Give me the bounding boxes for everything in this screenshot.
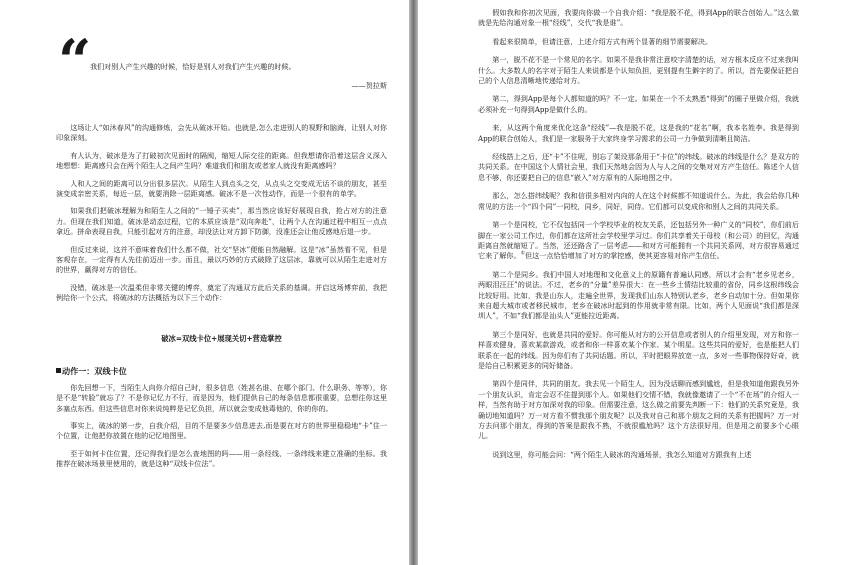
book-gutter	[409, 0, 418, 565]
right-page	[418, 0, 843, 565]
formula: 破冰=双线卡位+展现关切+营造掌控	[161, 333, 282, 343]
paragraph: 来，从这两个角度来优化这条“经线”—我是脱不花，这是我的“花名”啊，我本名姓李。我是得到App的联合创始人，我们是一家服务于大家终身学习需求的公司一力争做到清晰且简洁。	[478, 123, 799, 143]
epigraph-text: 我们对别人产生兴趣的时候，恰好是别人对我们产生兴趣的时候。	[90, 62, 296, 71]
paragraph: 至于如何卡住位置，还记得我们是怎么查地图的吗——用一条经线、一条纬线来建立准确的坐标。我推荐在破冰场景里使用的，就是这种“双线卡位法”。	[56, 448, 387, 469]
paragraph: 这场让人“如沐春风”的沟通修炼，会先从破冰开始。也就是,怎么走进别人的视野和脑海，让别人对你印象深刻。	[56, 123, 387, 143]
paragraph: 如果我们把破冰理解为和陌生人之间的“一锤子买卖”，那当然应该好好展现自我，抢占对方的注意力。但现在我们知道，破冰是动态过程，它的本质应该是“双向奔赴”，让两个人在沟通过程中相互一点点拿近。拼命表现自我，只能引起对方的注意，却没法让对方卸下防御，没准还会让他反感地后退一步。	[56, 206, 387, 237]
paragraph: 看起来很简单，但请注意，上述介绍方式有两个显著的细节需要解决。	[492, 36, 713, 46]
paragraph: 第四个是同伴，共同的朋友。我去见一个陌生人，因为没话聊而感到尴尬，但是我知道他跟我另外一个朋友认识，肯定会忍不住提到那个人。如果他们交情不错，我就像邀请了一个“不在场”的介绍人一样，当然有助于对方加深对我的印象。但需要注意，这么做之前要先判断一下：他们的关系究竟是，我确切地知道吗？万一对方看不惯我那个朋友呢？以及我对自己和那个朋友之间的关系有把握吗？万一对方去问那个朋友，得到的答案是跟我不熟，不就很尴尬吗？这个方法很好用，但是用之前要多个心眼儿。	[478, 379, 799, 441]
paragraph: 事实上，破冰的第一步，自我介绍，目的不是要多少信息进去,而是要在对方的世界里稳稳地“卡”住一个位置，让他把你放置在他的记忆地图里。	[56, 420, 387, 441]
paragraph: 没错，破冰是一次温柔但非常关键的博弈，奠定了沟通双方此后关系的基调。并启这场博弈前，我把例给你一个公式，将破冰的方法概括为以下三个动作：	[56, 282, 387, 303]
paragraph-with-footnote	[478, 220, 799, 262]
paragraph: 经线搭上之后，还“卡”不住呢，别忘了架设那条用于“卡位”的纬线。破冰的纬线是什么？是双方的共同关系。在中国这个人情社会里，我们天然地会因为人与人之间的交集对对方产生信任。陈述个人信息不够，你还要把自己的信息“嵌入”对方原有的人际地图之中。	[478, 152, 799, 182]
paragraph: 第一，脱不花不是一个常见的名字。如果不是我非常注意咬字清楚的话，对方根本反应不过来我叫什么。大多数人的名字对于陌生人来说都是个认知负担，更别提有生僻字的了。所以，首先要保证把自己的个人信息清晰地传递给对方。	[478, 55, 799, 86]
paragraph: 第三个是同好，也就是共同的爱好。你可能从对方的公开信息或者别人的介绍里发现，对方和你一样喜欢健身，喜欢某款游戏，或者和你一样喜欢某个作家、某个明星。这些共同的爱好，也是能把人们联系在一起的纬线。因为你们有了共同话题。所以，平时把眼界放宽一点，多对一些事物保持好奇，就是给自己积累更多的同好储备。	[478, 329, 799, 370]
quote-mark-icon: “	[58, 27, 86, 95]
square-bullet-icon	[56, 368, 61, 373]
paragraph: 你先回想一下，当陌生人向你介绍自己时，很多信息（姓甚名谁、在哪个部门、什么职务、等等），你是不是“转脸”就忘了？不是你记忆力不行，而是因为，他们提供自己的每条信息都很重要，总想往你这里多塞点东西。但这些信息对你来说纯粹是记忆负担，所以就会变成他毒他的，你的你的。	[56, 382, 387, 413]
epigraph-author: ——贺拉斯	[351, 81, 387, 90]
paragraph: 第二，得到App是每个人都知道的吗？不一定。如果在一个不太熟悉“得到”的圈子里做介绍，我就必须补充一句得到App是做什么的。	[478, 94, 799, 114]
paragraph: 但反过来说，这并不意味着我们什么都不做，社交“坚冰”便能自然融解。这是“冰”虽然看不见，但是客观存在，一定得有人先往前迈出一步。而且，最以巧妙的方式破除了这层冰，靠就可以从陌生走进对方的世界，赢得对方的信任。	[56, 244, 387, 275]
paragraph-tail: 但这一点恰恰增加了对方的掌控感，使其更容易对你产生信任。	[525, 251, 724, 261]
left-page	[0, 0, 409, 565]
section-heading-text: 动作一：双线卡位	[62, 365, 127, 376]
footnote-ref[interactable]: ①	[520, 250, 526, 257]
section-heading	[56, 366, 387, 377]
paragraph-text: 第一个是同校，它不仅包括同一个学校毕业的校友关系，还包括另外一种广义的“同校”，你们前后脚在一家公司工作过，你们都在这所社会学校里学习过。你们共享着关于母校（和公司）的回忆，沟通距离自然就缩短了。当然，还还路含了一层考虑——和对方可能拥有一个共同关系网，对方很容易通过它来了解你。	[478, 220, 799, 261]
paragraph: 说到这里，你可能会问：“两个陌生人破冰的沟通场景，我怎么知道对方跟我有上述	[492, 449, 752, 459]
paragraph: 有人认为，破冰是为了打破初次见面时的隔阂，缩短人际交往的距离。但我想请你沿着这层含义深入地想想：距离感只会在两个陌生人之间产生吗？难道我们和朋友或者家人就没有距离感吗？	[56, 150, 387, 171]
paragraph: 那么，怎么搭纬线呢？我和信很多相对内向的人在这个时候都不知道说什么。为此，我会给你几种常见的方法一个“四个同”一同校，同乡，同好，同侍。它们都可以变成你和别人之间的共同关系。	[478, 191, 799, 211]
paragraph: 假如我和你初次见面，我要向你做一个自我介绍：“我是脱不花，得到App的联合创始人。”这么做就是先给沟通对象一根“经线”，交代“我是谁”。	[478, 8, 799, 28]
paragraph: 第二个是同乡。我们中国人对地理和文化意义上的原籍有普遍认同感，所以才会有“老乡见老乡，两眼泪汪汪”的说法。不过，老乡的“分量”差异很大：在一些乡土情结比较重的省份，同乡这根纬线会比较好用。比如，我是山东人，走遍全世界，发现我们山东人特别认老乡，老乡自动加十分。但如果你来自超大城市或者移民城市，老乡在破冰时起到的作用就非常有限。比如，两个人见面说“我们都是深圳人”，不如“我们都是汕头人”更能拉近距离。	[478, 269, 799, 321]
epigraph	[56, 27, 387, 95]
paragraph: 人和人之间的距离可以分出很多层次。从陌生人到点头之交，从点头之交变成无话不谈的朋友，甚至演变成亲密关系，每近一层，就要消除一层距离感。破冰不是一次性动作，而是一个很有的单学。	[56, 178, 387, 199]
